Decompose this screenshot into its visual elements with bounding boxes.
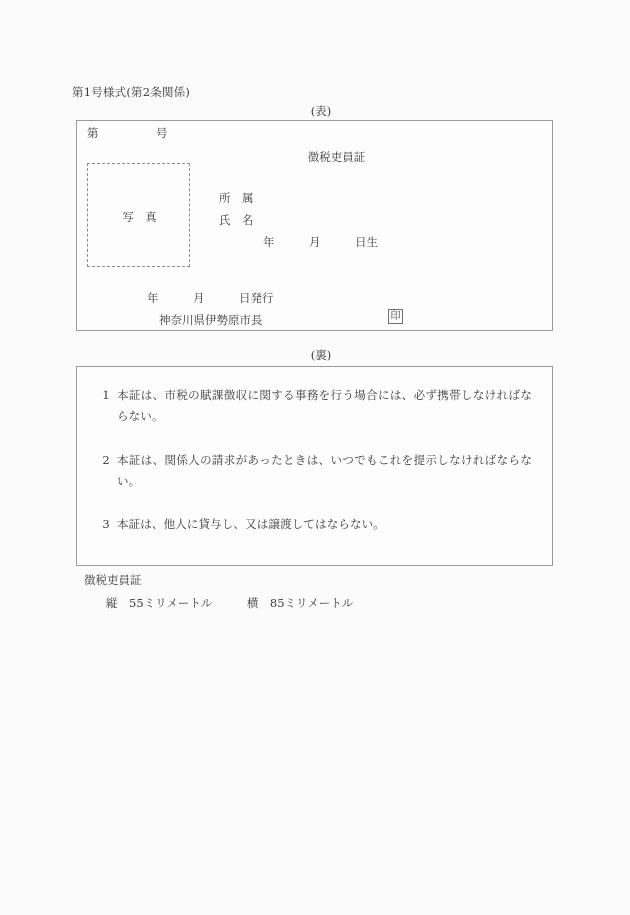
- affiliation-label: 所 属: [219, 191, 254, 205]
- issuer-name: 神奈川県伊勢原市長: [159, 313, 263, 327]
- card-front-box: [76, 120, 553, 331]
- note-item: [95, 514, 532, 535]
- note-text: 本証は、関係人の請求があったときは、いつでもこれを提示しなければならない。: [117, 452, 532, 488]
- note-number: 3: [102, 517, 110, 532]
- card-serial-number: 第 号: [87, 126, 168, 140]
- card-back-box: [76, 366, 553, 566]
- notes-list: [77, 367, 554, 567]
- birth-date-line: 年 月 日生: [263, 235, 378, 249]
- issue-date-line: 年 月 日発行: [147, 291, 274, 305]
- card-title: 徴税吏員証: [307, 150, 366, 164]
- back-side-label: (裏): [310, 348, 332, 362]
- note-text: 本証は、他人に貸与し、又は譲渡してはならない。: [117, 517, 385, 532]
- footer-card-name: 徴税吏員証: [84, 573, 142, 587]
- footer-dimensions: 縦 55ミリメートル 横 85ミリメートル: [106, 596, 354, 610]
- form-number: 第1号様式(第2条関係): [72, 85, 191, 99]
- note-number: 2: [102, 452, 110, 467]
- note-item: [95, 385, 532, 428]
- note-item: [95, 450, 532, 493]
- front-side-label: (表): [310, 104, 332, 118]
- seal-stamp-icon: 印: [388, 309, 403, 324]
- photo-placeholder-box: [87, 163, 190, 267]
- photo-label: 写 真: [122, 210, 157, 224]
- note-number: 1: [102, 388, 110, 402]
- note-text: 本証は、市税の賦課徴収に関する事務を行う場合には、必ず携帯しなければならない。: [117, 388, 532, 424]
- name-label: 氏 名: [219, 213, 254, 227]
